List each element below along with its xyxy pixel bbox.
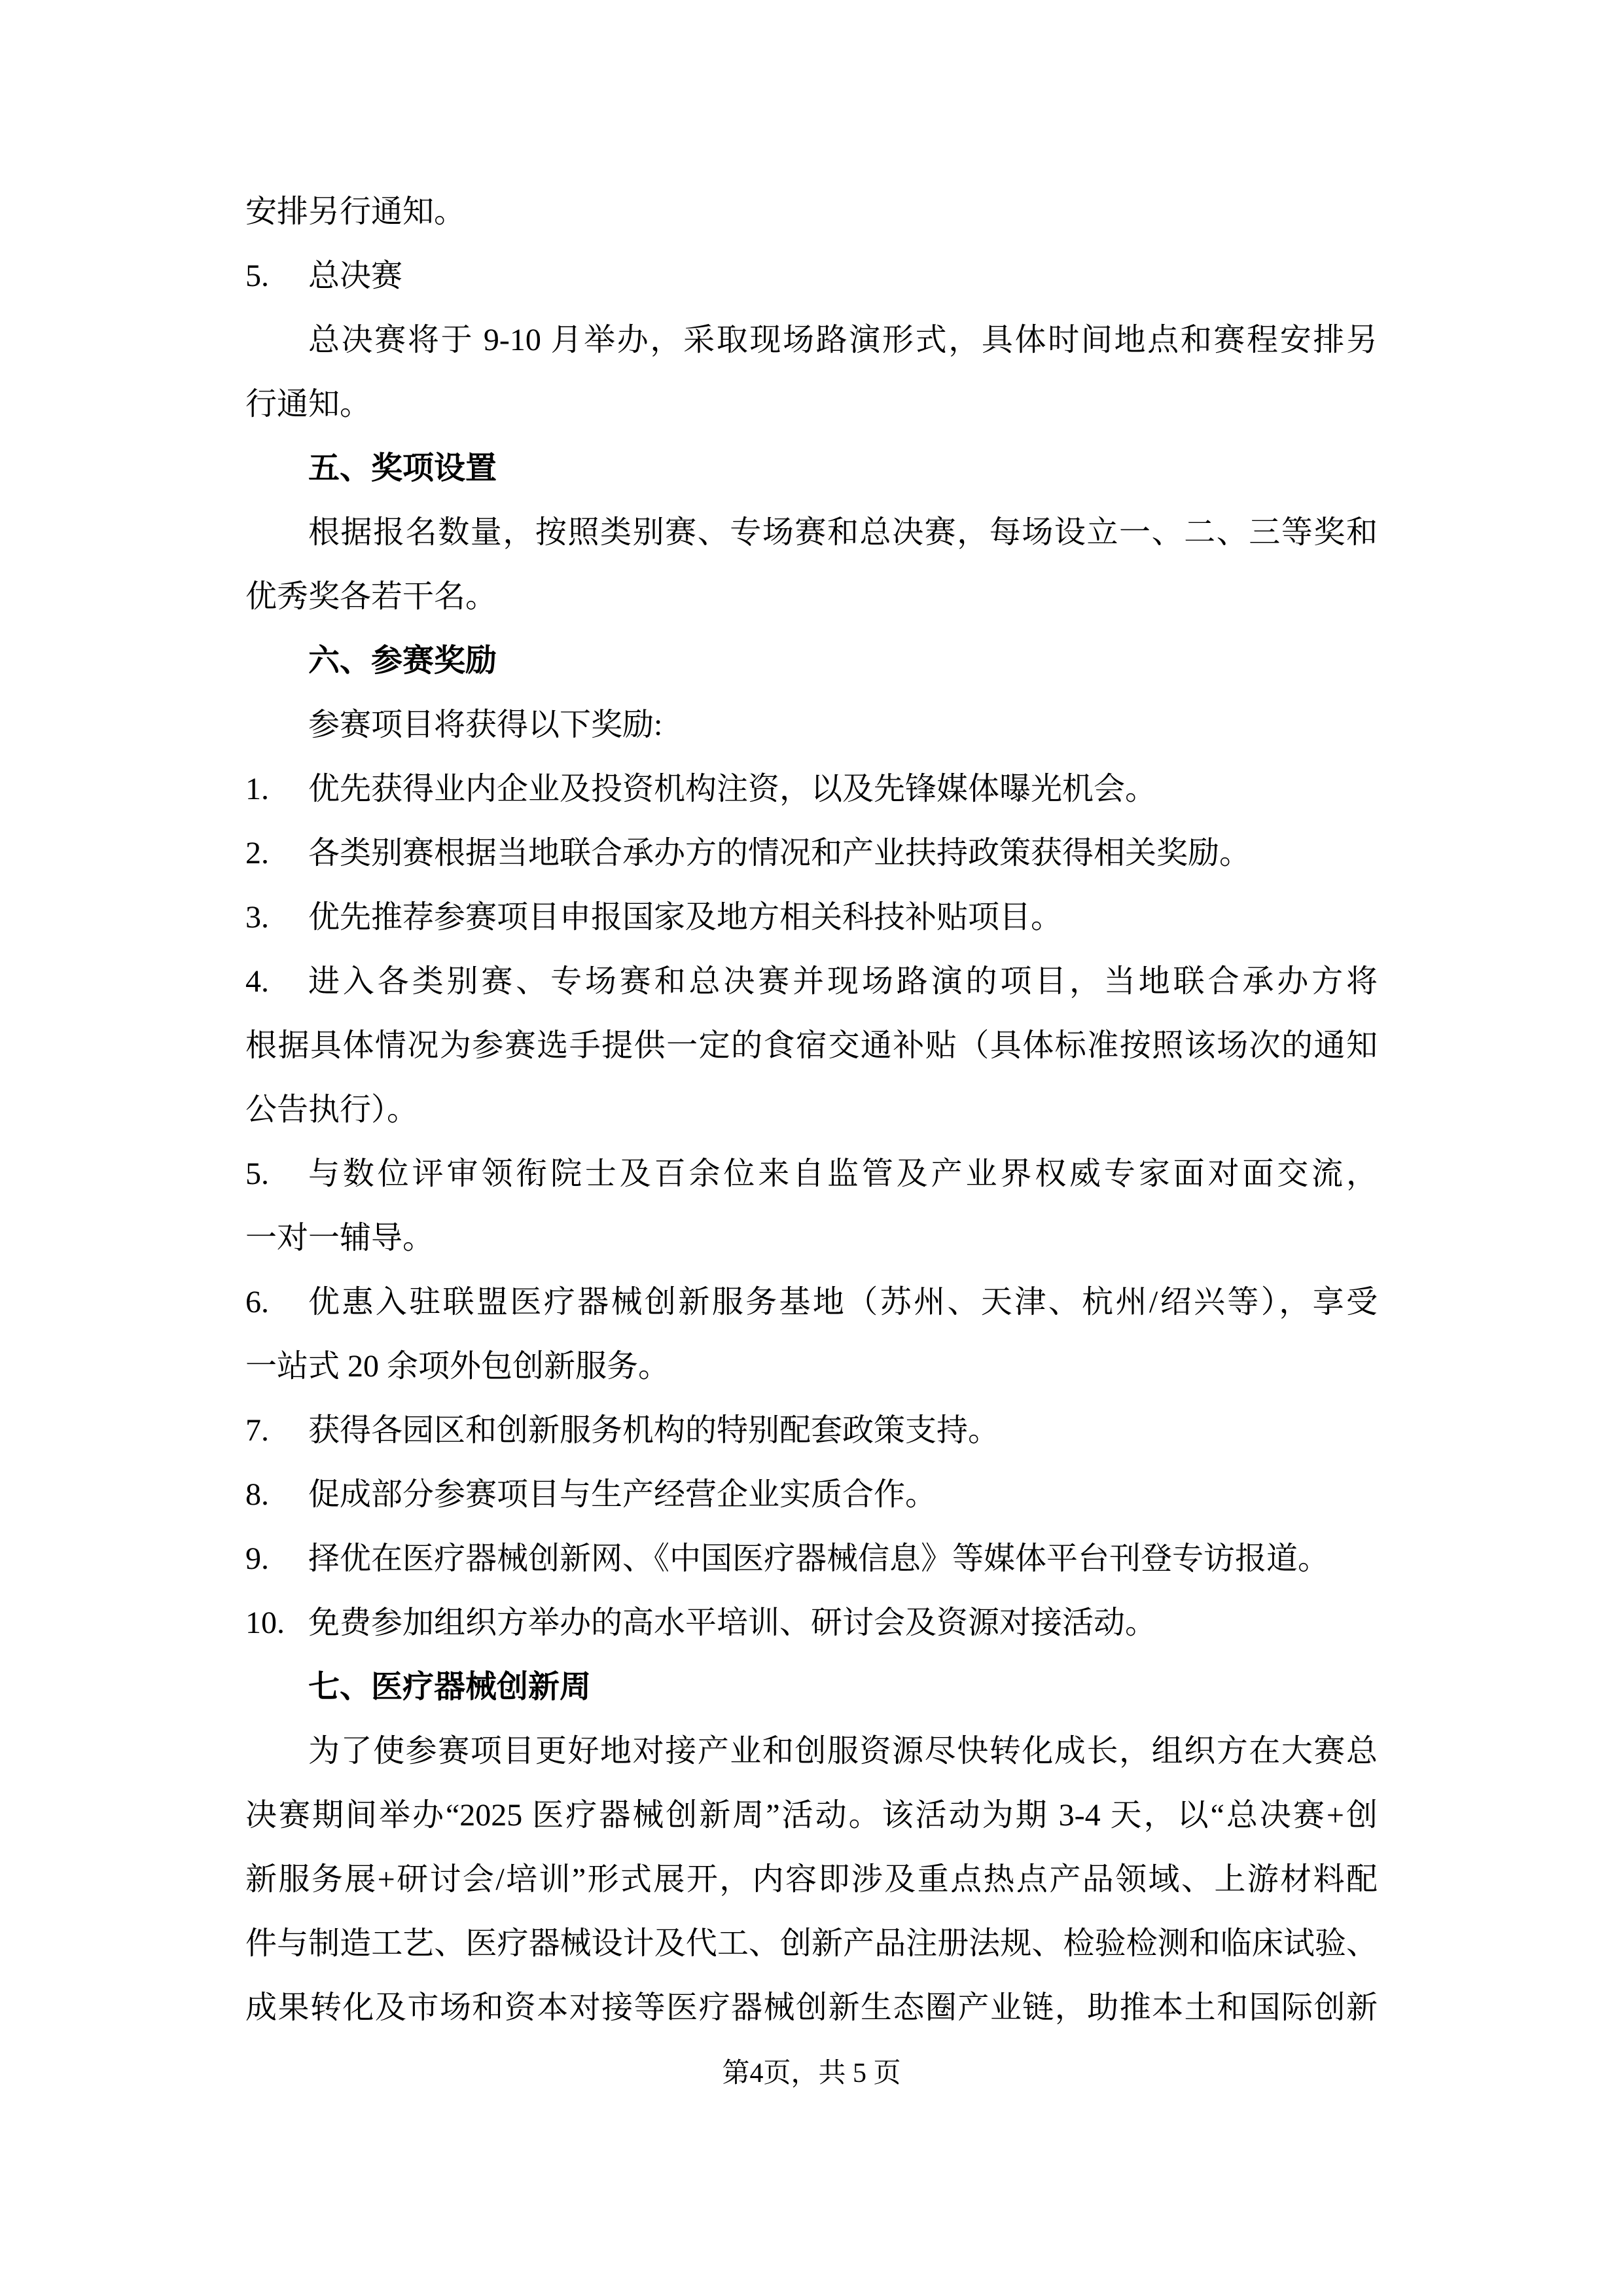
text-line: 为了使参赛项目更好地对接产业和创服资源尽快转化成长，组织方在大赛总 bbox=[308, 1734, 1378, 1768]
text-line: 一站式 20 余项外包创新服务。 bbox=[245, 1349, 670, 1384]
section-heading: 七、医疗器械创新周 bbox=[308, 1670, 592, 1704]
item-text: 总决赛 bbox=[308, 259, 403, 293]
item-number: 7. bbox=[245, 1413, 269, 1448]
numbered-item bbox=[245, 1399, 1378, 1463]
numbered-item bbox=[245, 1527, 1378, 1591]
item-number: 6. bbox=[245, 1285, 269, 1319]
item-number: 8. bbox=[245, 1477, 269, 1512]
text-line: 件与制造工艺、医疗器械设计及代工、创新产品注册法规、检验检测和临床试验、 bbox=[245, 1926, 1378, 1961]
text-line: 一对一辅导。 bbox=[245, 1221, 435, 1255]
item-text: 进入各类别赛、专场赛和总决赛并现场路演的项目，当地联合承办方将 bbox=[308, 964, 1378, 999]
text-line: 行通知。 bbox=[245, 387, 372, 422]
text-line: 决赛期间举办“2025 医疗器械创新周”活动。该活动为期 3-4 天，以“总决赛+创 bbox=[245, 1798, 1378, 1833]
text-line: 优秀奖各若干名。 bbox=[245, 579, 497, 614]
section-heading: 六、参赛奖励 bbox=[308, 643, 497, 678]
item-text: 优先获得业内企业及投资机构注资，以及先锋媒体曝光机会。 bbox=[308, 772, 1157, 806]
text-line: 根据具体情况为参赛选手提供一定的食宿交通补贴（具体标准按照该场次的通知 bbox=[245, 1028, 1378, 1063]
text-line: 安排另行通知。 bbox=[245, 194, 466, 229]
text-line: 新服务展+研讨会/培训”形式展开，内容即涉及重点热点产品领域、上游材料配 bbox=[245, 1862, 1378, 1897]
text-line: 成果转化及市场和资本对接等医疗器械创新生态圈产业链，助推本土和国际创新 bbox=[245, 1990, 1378, 2025]
item-text: 优惠入驻联盟医疗器械创新服务基地（苏州、天津、杭州/绍兴等），享受 bbox=[308, 1285, 1378, 1319]
item-text: 各类别赛根据当地联合承办方的情况和产业扶持政策获得相关奖励。 bbox=[308, 836, 1251, 870]
item-text: 促成部分参赛项目与生产经营企业实质合作。 bbox=[308, 1477, 937, 1512]
section-heading: 五、奖项设置 bbox=[308, 451, 497, 486]
item-text: 优先推荐参赛项目申报国家及地方相关科技补贴项目。 bbox=[308, 900, 1063, 935]
item-text: 获得各园区和创新服务机构的特别配套政策支持。 bbox=[308, 1413, 1000, 1448]
numbered-item bbox=[245, 950, 1378, 1014]
item-number: 2. bbox=[245, 836, 269, 870]
item-number: 10. bbox=[245, 1605, 285, 1640]
text-line: 参赛项目将获得以下奖励: bbox=[308, 708, 663, 742]
numbered-item bbox=[245, 1142, 1378, 1206]
item-text: 与数位评审领衔院士及百余位来自监管及产业界权威专家面对面交流， bbox=[308, 1157, 1378, 1191]
item-number: 4. bbox=[245, 964, 269, 999]
item-number: 5. bbox=[245, 1157, 269, 1191]
item-number: 3. bbox=[245, 900, 269, 935]
text-line: 总决赛将于 9-10 月举办，采取现场路演形式，具体时间地点和赛程安排另 bbox=[308, 323, 1378, 357]
numbered-item bbox=[245, 1270, 1378, 1335]
numbered-item bbox=[245, 821, 1378, 886]
item-text: 择优在医疗器械创新网、《中国医疗器械信息》等媒体平台刊登专访报道。 bbox=[308, 1541, 1330, 1576]
numbered-sub-heading bbox=[245, 244, 1378, 308]
text-line: 公告执行）。 bbox=[245, 1092, 419, 1127]
numbered-item bbox=[245, 1591, 1378, 1655]
item-number: 1. bbox=[245, 772, 269, 806]
numbered-item bbox=[245, 757, 1378, 821]
numbered-item bbox=[245, 886, 1378, 950]
item-text: 免费参加组织方举办的高水平培训、研讨会及资源对接活动。 bbox=[308, 1605, 1157, 1640]
numbered-item bbox=[245, 1463, 1378, 1527]
document-body bbox=[245, 180, 1378, 2040]
item-number: 9. bbox=[245, 1541, 269, 1576]
item-number: 5. bbox=[245, 259, 269, 293]
text-line: 根据报名数量，按照类别赛、专场赛和总决赛，每场设立一、二、三等奖和 bbox=[308, 515, 1378, 550]
page-footer: 第4页，共 5 页 bbox=[722, 2058, 901, 2089]
